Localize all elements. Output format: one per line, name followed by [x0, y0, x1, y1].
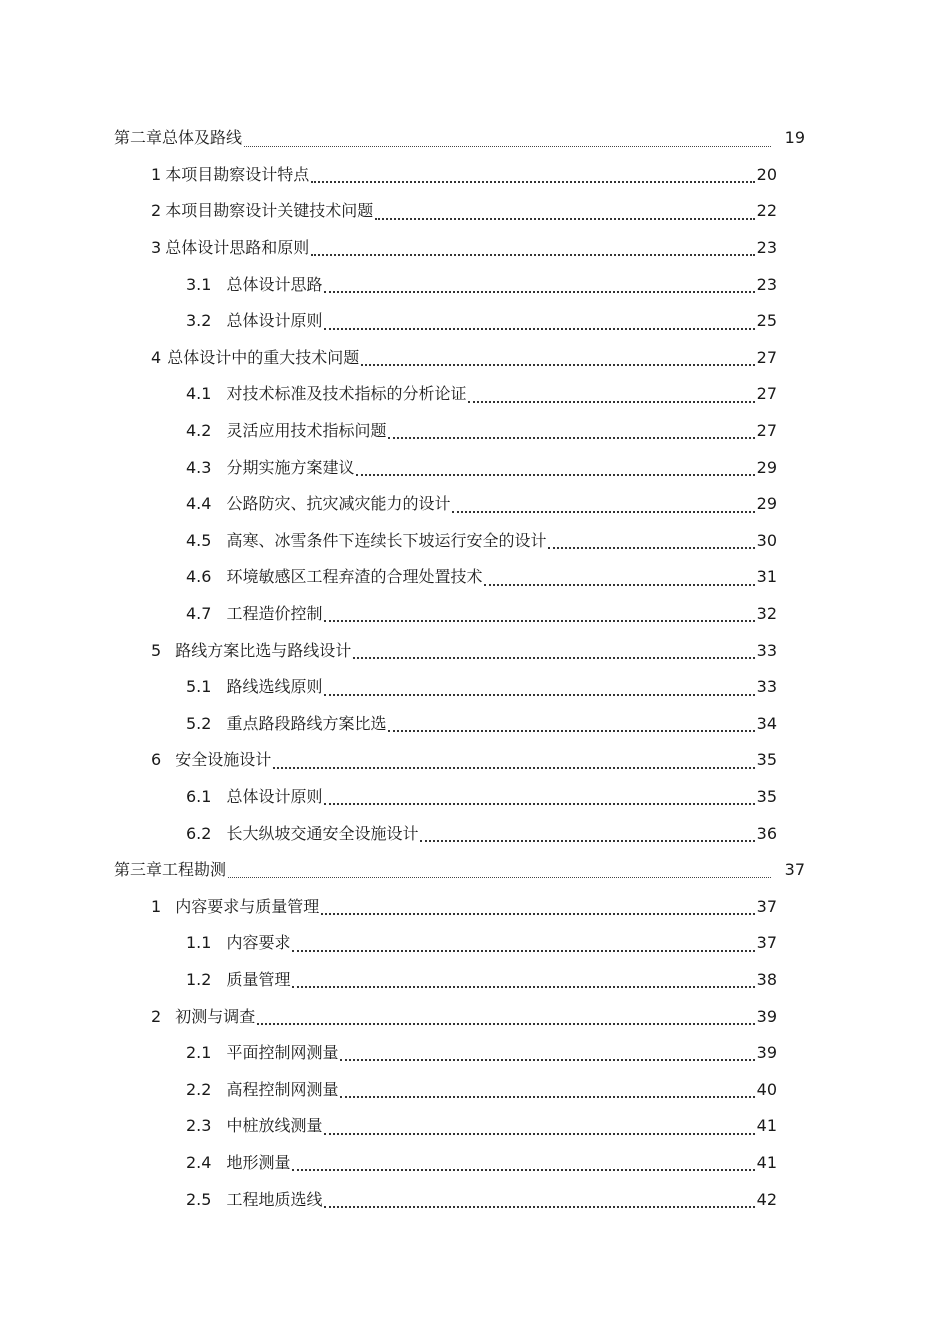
toc-entry-title: 灵活应用技术指标问题	[226, 421, 387, 441]
dot-leader	[321, 913, 754, 915]
toc-page-number: 39	[756, 1043, 777, 1063]
toc-section-number: 4.6	[186, 567, 212, 587]
toc-entry-section[interactable]	[0, 742, 950, 779]
toc-entry-subsection[interactable]	[0, 962, 950, 999]
toc-entry-subsection[interactable]	[0, 815, 950, 852]
toc-entry-title: 对技术标准及技术指标的分析论证	[226, 384, 467, 404]
toc-entry-title: 路线选线原则	[226, 677, 323, 697]
toc-page-number: 29	[756, 494, 777, 514]
dot-leader	[324, 694, 754, 696]
dot-leader	[340, 1059, 754, 1061]
toc-entry-title: 公路防灾、抗灾减灾能力的设计	[226, 494, 451, 514]
toc-entry-title: 内容要求	[226, 933, 291, 953]
toc-entry-subsection[interactable]	[0, 486, 950, 523]
toc-entry-subsection[interactable]	[0, 1071, 950, 1108]
toc-section-number: 4.1	[186, 384, 212, 404]
toc-entry-title: 工程造价控制	[226, 604, 323, 624]
toc-section-number: 2.1	[186, 1043, 212, 1063]
toc-entry-subsection[interactable]	[0, 523, 950, 560]
toc-entry-title: 本项目勘察设计特点	[165, 164, 310, 184]
toc-section-number: 4.7	[186, 604, 212, 624]
toc-entry-section[interactable]	[0, 230, 950, 267]
toc-page-number: 31	[756, 567, 777, 587]
dot-leader	[340, 1096, 754, 1098]
dot-leader	[375, 218, 754, 220]
toc-section-number: 2	[151, 201, 162, 221]
dot-leader	[324, 291, 754, 293]
toc-entry-title: 总体设计思路	[226, 274, 323, 294]
dot-leader	[548, 547, 754, 549]
toc-entry-chapter-3[interactable]	[0, 852, 950, 889]
toc-page-number: 23	[756, 274, 777, 294]
toc-page-number: 37	[784, 860, 805, 880]
toc-entry-title: 长大纵坡交通安全设施设计	[226, 823, 419, 843]
toc-entry-title: 工程地质选线	[226, 1189, 323, 1209]
toc-entry-title: 第三章工程勘测	[114, 860, 227, 880]
toc-entry-title: 第二章总体及路线	[114, 128, 243, 148]
dot-leader	[292, 950, 754, 952]
toc-section-number: 2.3	[186, 1116, 212, 1136]
toc-entry-title: 内容要求与质量管理	[175, 896, 320, 916]
toc-entry-title: 地形测量	[226, 1152, 291, 1172]
dot-leader	[292, 1169, 754, 1171]
toc-section-number: 1	[151, 164, 162, 184]
toc-page-number: 40	[756, 1079, 777, 1099]
dot-leader	[361, 364, 754, 366]
toc-entry-title: 总体设计原则	[226, 311, 323, 331]
dot-leader	[292, 986, 754, 988]
dot-leader	[468, 401, 754, 403]
dot-leader	[388, 730, 754, 732]
toc-section-number: 5	[151, 640, 162, 660]
toc-entry-title: 环境敏感区工程弃渣的合理处置技术	[226, 567, 483, 587]
dot-leader	[324, 1206, 754, 1208]
toc-page-number: 25	[756, 311, 777, 331]
toc-entry-title: 总体设计思路和原则	[165, 238, 310, 258]
toc-section-number: 3.1	[186, 274, 212, 294]
toc-page-number: 27	[756, 421, 777, 441]
toc-entry-title: 分期实施方案建议	[226, 457, 355, 477]
toc-page-number: 42	[756, 1189, 777, 1209]
toc-entry-subsection[interactable]	[0, 779, 950, 816]
toc-entry-subsection[interactable]	[0, 925, 950, 962]
toc-entry-subsection[interactable]	[0, 1181, 950, 1218]
toc-entry-title: 总体设计原则	[226, 786, 323, 806]
toc-page-number: 37	[756, 933, 777, 953]
toc-entry-title: 高程控制网测量	[226, 1079, 339, 1099]
toc-entry-subsection[interactable]	[0, 376, 950, 413]
toc-section-number: 2.2	[186, 1079, 212, 1099]
toc-section-number: 3	[151, 238, 162, 258]
toc-entry-title: 初测与调查	[175, 1006, 256, 1026]
toc-page-number: 39	[756, 1006, 777, 1026]
toc-page-number: 30	[756, 530, 777, 550]
toc-page-number: 27	[756, 384, 777, 404]
toc-section-number: 4.5	[186, 530, 212, 550]
toc-section-number: 1.1	[186, 933, 212, 953]
toc-page-number: 20	[756, 164, 777, 184]
toc-page-number: 36	[756, 823, 777, 843]
toc-section-number: 5.1	[186, 677, 212, 697]
dot-leader	[324, 328, 754, 330]
toc-section-number: 6.1	[186, 786, 212, 806]
toc-section-number: 3.2	[186, 311, 212, 331]
toc-entry-subsection[interactable]	[0, 559, 950, 596]
dot-leader	[311, 254, 754, 256]
toc-page-number: 19	[784, 128, 805, 148]
dot-leader	[257, 1023, 754, 1025]
toc-section-number: 4.2	[186, 421, 212, 441]
dot-leader	[228, 877, 771, 878]
dot-leader	[244, 146, 771, 147]
toc-entry-subsection[interactable]	[0, 1108, 950, 1145]
toc-section-number: 1	[151, 896, 162, 916]
toc-entry-subsection[interactable]	[0, 596, 950, 633]
toc-entry-subsection[interactable]	[0, 706, 950, 743]
toc-page-number: 33	[756, 640, 777, 660]
dot-leader	[324, 620, 754, 622]
toc-page-number: 23	[756, 238, 777, 258]
toc-section-number: 1.2	[186, 969, 212, 989]
toc-page-number: 41	[756, 1116, 777, 1136]
toc-entry-subsection[interactable]	[0, 413, 950, 450]
dot-leader	[420, 840, 754, 842]
toc-page-number: 22	[756, 201, 777, 221]
dot-leader	[484, 584, 754, 586]
dot-leader	[353, 657, 754, 659]
toc-page-number: 33	[756, 677, 777, 697]
toc-section-number: 2.4	[186, 1152, 212, 1172]
toc-entry-title: 质量管理	[226, 969, 291, 989]
toc-page-number: 35	[756, 750, 777, 770]
toc-entry-subsection[interactable]	[0, 303, 950, 340]
toc-entry-title: 路线方案比选与路线设计	[175, 640, 352, 660]
dot-leader	[324, 803, 754, 805]
toc-section-number: 6.2	[186, 823, 212, 843]
dot-leader	[273, 767, 754, 769]
toc-section-number: 4.4	[186, 494, 212, 514]
toc-entry-title: 中桩放线测量	[226, 1116, 323, 1136]
table-of-contents	[0, 120, 950, 1218]
toc-entry-section[interactable]	[0, 340, 950, 377]
toc-entry-section[interactable]	[0, 998, 950, 1035]
toc-page-number: 38	[756, 969, 777, 989]
toc-page-number: 32	[756, 604, 777, 624]
dot-leader	[452, 511, 754, 513]
toc-entry-subsection[interactable]	[0, 266, 950, 303]
toc-page-number: 29	[756, 457, 777, 477]
toc-section-number: 6	[151, 750, 162, 770]
toc-entry-title: 平面控制网测量	[226, 1043, 339, 1063]
toc-section-number: 4.3	[186, 457, 212, 477]
toc-page-number: 37	[756, 896, 777, 916]
toc-entry-subsection[interactable]	[0, 1035, 950, 1072]
dot-leader	[356, 474, 754, 476]
toc-entry-subsection[interactable]	[0, 669, 950, 706]
toc-section-number: 5.2	[186, 713, 212, 733]
toc-section-number: 2.5	[186, 1189, 212, 1209]
toc-entry-section[interactable]	[0, 193, 950, 230]
toc-entry-section[interactable]	[0, 888, 950, 925]
dot-leader	[324, 1133, 754, 1135]
toc-entry-title: 安全设施设计	[175, 750, 272, 770]
toc-section-number: 2	[151, 1006, 162, 1026]
toc-page-number: 27	[756, 347, 777, 367]
toc-entry-subsection[interactable]	[0, 449, 950, 486]
dot-leader	[311, 181, 754, 183]
toc-entry-title: 高寒、冰雪条件下连续长下坡运行安全的设计	[226, 530, 547, 550]
toc-entry-title: 本项目勘察设计关键技术问题	[165, 201, 374, 221]
toc-page-number: 35	[756, 786, 777, 806]
toc-entry-section[interactable]	[0, 632, 950, 669]
toc-page-number: 34	[756, 713, 777, 733]
toc-entry-section[interactable]	[0, 157, 950, 194]
dot-leader	[388, 437, 754, 439]
toc-page-number: 41	[756, 1152, 777, 1172]
toc-entry-chapter-2[interactable]	[0, 120, 950, 157]
toc-entry-title: 总体设计中的重大技术问题	[167, 347, 360, 367]
toc-section-number: 4	[151, 347, 162, 367]
toc-entry-subsection[interactable]	[0, 1145, 950, 1182]
toc-entry-title: 重点路段路线方案比选	[226, 713, 387, 733]
